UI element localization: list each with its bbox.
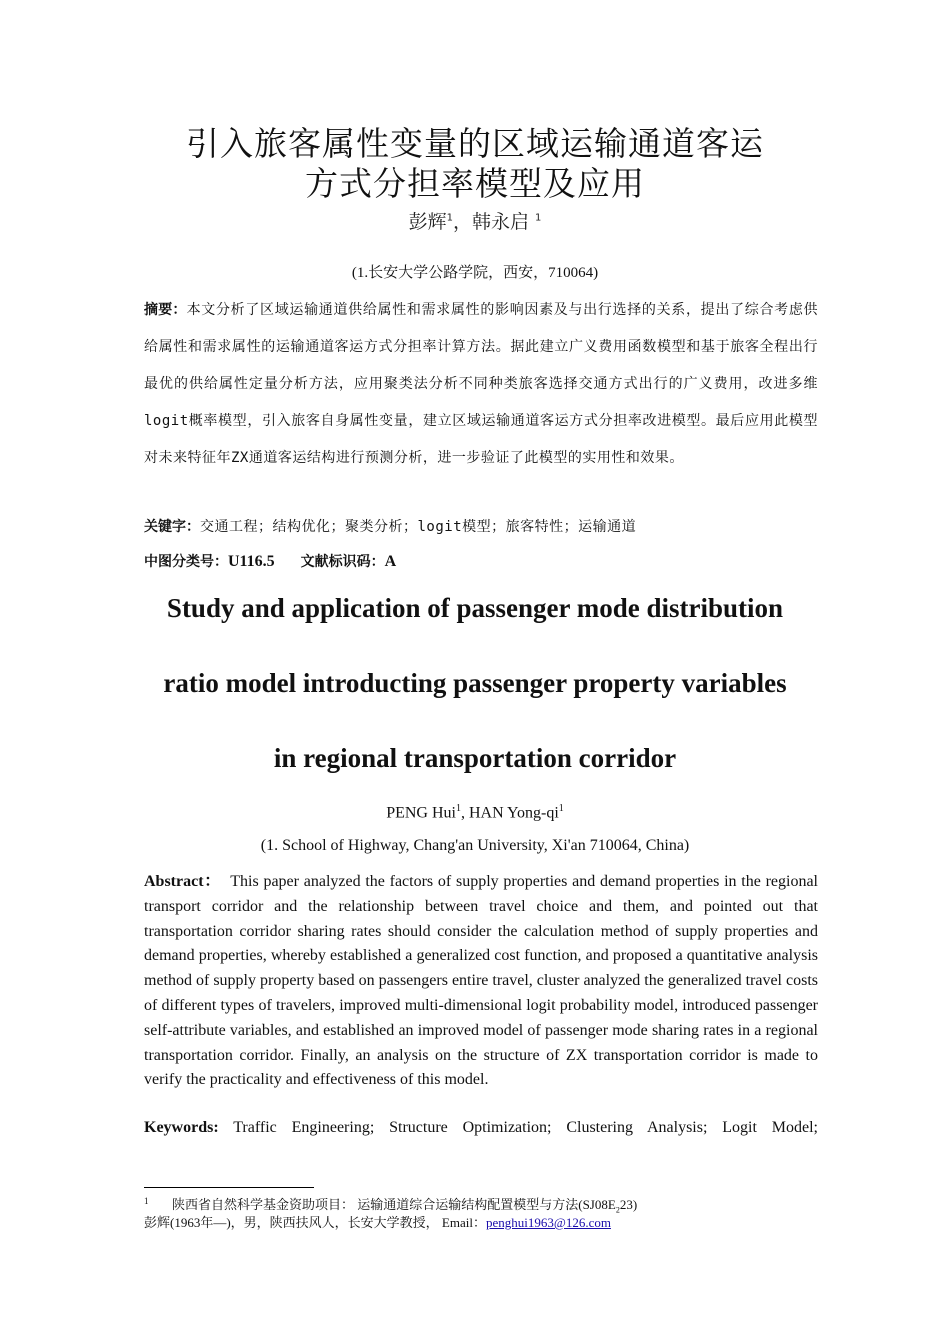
- english-title-line-2: ratio model introducting passenger property variables: [163, 668, 787, 698]
- chinese-keywords: [144, 516, 818, 536]
- english-authors: [0, 803, 950, 822]
- english-author-2: HAN Yong-qi: [468, 804, 559, 822]
- english-abstract-label: Abstract：: [144, 873, 222, 890]
- document-code-label: 文献标识码：: [300, 554, 385, 570]
- footnote-mark: 1: [144, 1195, 149, 1206]
- author-email-link[interactable]: penghui1963@126.com: [485, 1215, 611, 1230]
- author-separator: ，: [452, 211, 472, 233]
- english-abstract: [144, 870, 818, 1093]
- clc-label: 中图分类号：: [144, 554, 228, 570]
- english-author-1: PENG Hui: [386, 804, 456, 822]
- chinese-authors: [0, 207, 950, 234]
- chinese-keywords-label: 关键字：: [144, 519, 200, 535]
- english-author-2-mark: 1: [558, 803, 564, 814]
- clc-value: U116.5: [228, 553, 275, 570]
- chinese-abstract-label: 摘要：: [144, 302, 187, 318]
- english-author-separator: ,: [460, 804, 469, 822]
- chinese-affiliation: (1.长安大学公路学院，西安，710064): [351, 265, 599, 281]
- author-2-affiliation-mark: 1: [535, 212, 542, 224]
- english-keywords-text: Traffic Engineering; Structure Optimization; Clustering Analysis; Logit Model;: [233, 1119, 818, 1136]
- english-keywords: [144, 1119, 818, 1137]
- chinese-title-line-2: 方式分担率模型及应用: [305, 164, 645, 203]
- chinese-abstract-text: 本文分析了区域运输通道供给属性和需求属性的影响因素及与出行选择的关系，提出了综合考虑供给属性和需求属性的运输通道客运方式分担率计算方法。据此建立广义费用函数模型和基于旅客全程出行最优的供给属性定量分析方法，应用聚类法分析不同种类旅客选择交通方式出行的广义费用，改进多维logit概率模型，引入旅客自身属性变量，建立区域运输通道客运方式分担率改进模型。最后应用此模型对未来特征年ZX通道客运结构进行预测分析，进一步验证了此模型的实用性和效果。: [144, 302, 819, 466]
- footnote-funding-subscript: 2: [615, 1205, 620, 1215]
- english-title-line-3: in regional transportation corridor: [273, 743, 677, 773]
- english-affiliation: (1. School of Highway, Chang'an University, Xi'an 710064, China): [260, 837, 690, 854]
- chinese-keywords-text: 交通工程；结构优化；聚类分析；logit模型；旅客特性；运输通道: [200, 519, 637, 535]
- footnote-author-bio: [144, 1212, 844, 1231]
- footnote-author-text: 彭辉(1963年—)，男，陕西扶风人，长安大学教授， Email：: [144, 1215, 486, 1230]
- english-title-line-1: Study and application of passenger mode distribution: [166, 593, 784, 623]
- english-abstract-text: This paper analyzed the factors of supply properties and demand properties in the regional transport corridor and the relationship between travel choice and them, and pointed out that transportation corridor sharing rates should consider the calculation method of supply properties and demand properties, whereby established a generalized cost function, and proposed a quantitative analysis method of supply property based on passengers entire travel, cluster analyzed the generalized travel costs of different types of travelers, improved multi-dimensional logit probability model, introduced passenger self-attribute variables, and established an improved model of passenger mode sharing rates in a regional transportation corridor. Finally, an analysis on the structure of ZX transportation corridor is made to verify the practicality and effectiveness of this model.: [144, 873, 819, 1089]
- footnote-funding-text: 陕西省自然科学基金资助项目： 运输通道综合运输结构配置模型与方法(SJ08E: [172, 1197, 616, 1212]
- footnote-separator: [144, 1187, 314, 1188]
- document-code-value: A: [384, 553, 397, 570]
- chinese-author-1: 彭辉: [408, 211, 447, 233]
- english-keywords-label: Keywords:: [144, 1119, 219, 1136]
- chinese-title-line-1: 引入旅客属性变量的区域运输通道客运: [186, 124, 764, 163]
- english-author-1-mark: 1: [455, 803, 461, 814]
- footnote-funding-suffix: 23): [619, 1197, 638, 1212]
- author-1-affiliation-mark: 1: [446, 212, 453, 224]
- chinese-author-2: 韩永启: [471, 211, 536, 233]
- classification-line: [144, 551, 818, 571]
- chinese-abstract: [144, 292, 818, 477]
